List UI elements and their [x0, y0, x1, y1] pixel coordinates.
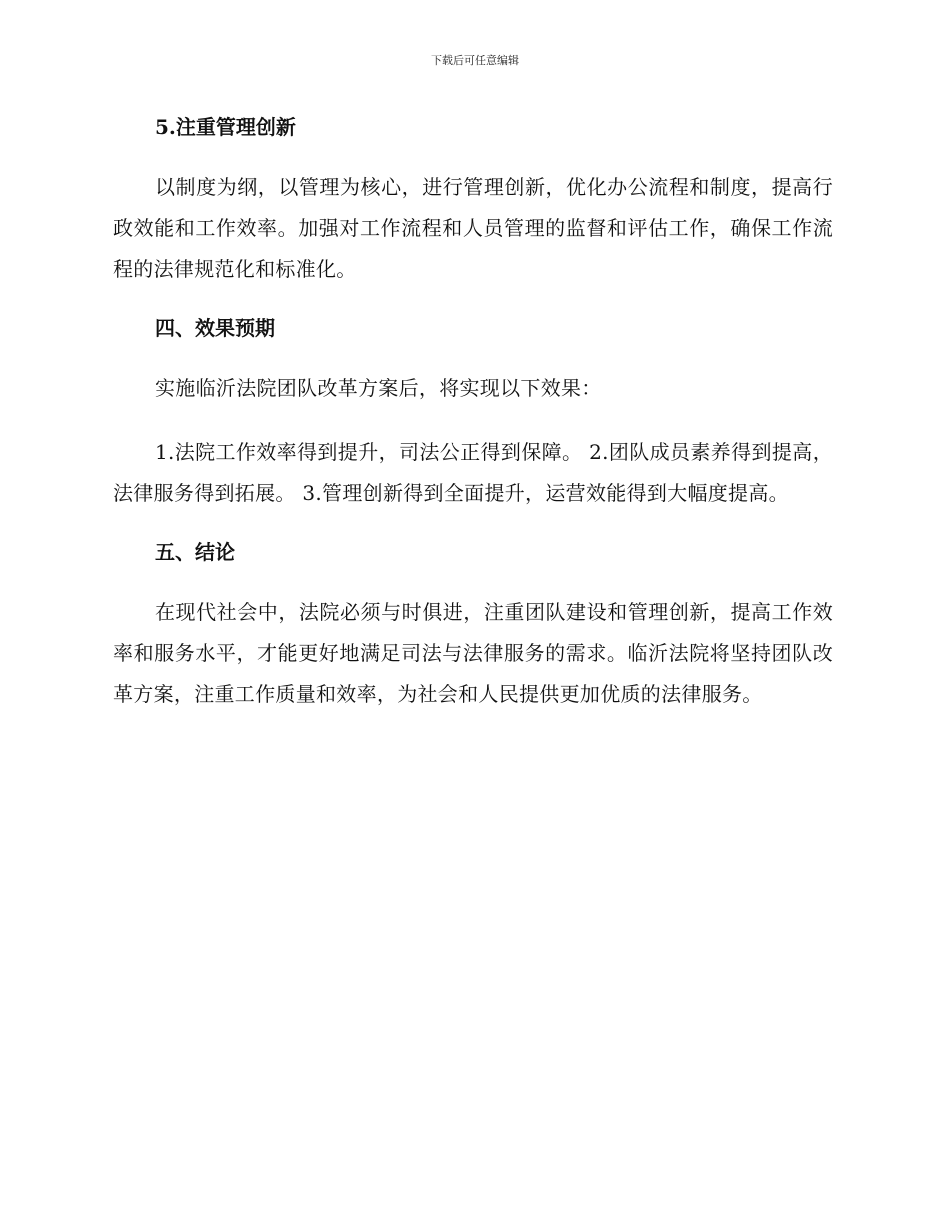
paragraph-conclusion: 在现代社会中，法院必须与时俱进，注重团队建设和管理创新，提高工作效率和服务水平，才能更好地满足司法与法律服务的需求。临沂法院将坚持团队改革方案，注重工作质量和效率，为社会和人民提供更加优质的法律服务。: [113, 600, 833, 706]
paragraph-expected-effects-intro: 实施临沂法院团队改革方案后，将实现以下效果：: [155, 376, 602, 400]
page-header: 下载后可任意编辑: [431, 54, 519, 67]
section-heading-expected-effects: 四、效果预期: [155, 316, 275, 340]
paragraph-expected-effects-list: 1.法院工作效率得到提升，司法公正得到保障。 2.团队成员素养得到提高，法律服务得到拓展。 3.管理创新得到全面提升，运营效能得到大幅度提高。: [113, 440, 833, 505]
section-heading-conclusion: 五、结论: [155, 540, 235, 564]
document-body: [113, 112, 833, 738]
paragraph-management-innovation: 以制度为纲，以管理为核心，进行管理创新，优化办公流程和制度，提高行政效能和工作效率。加强对工作流程和人员管理的监督和评估工作，确保工作流程的法律规范化和标准化。: [113, 175, 833, 281]
section-heading-management-innovation: 5.注重管理创新: [155, 115, 296, 139]
